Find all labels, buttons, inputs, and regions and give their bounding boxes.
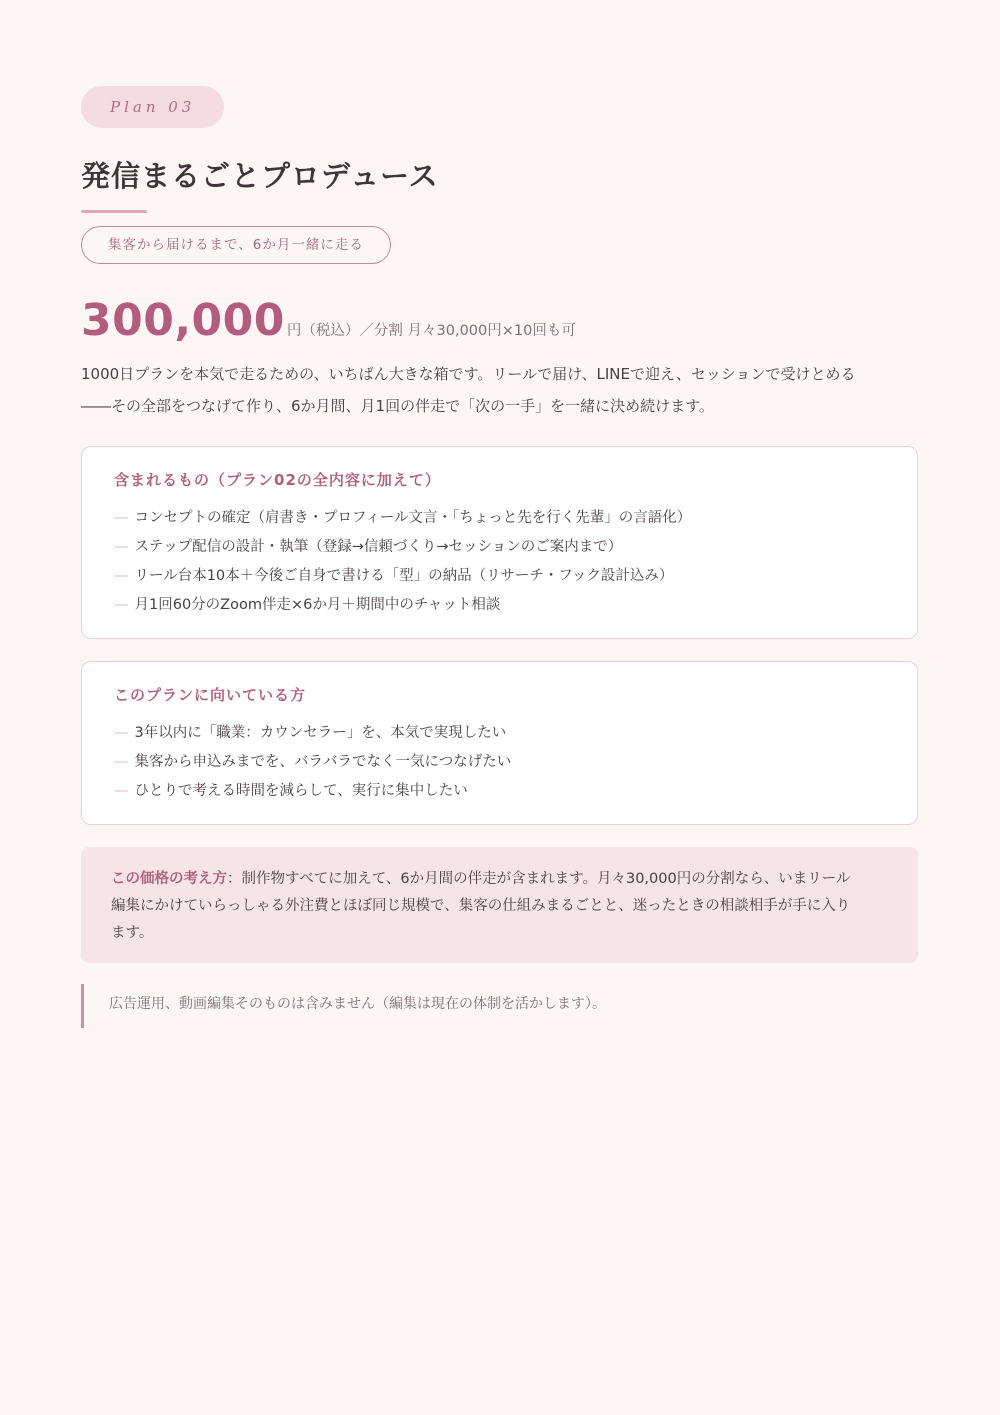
list-item-text: ひとりで考える時間を減らして、実行に集中したい [134,783,468,799]
pricing-rationale-line [111,866,888,893]
list-item-text: リール台本10本＋今後ご自身で書ける「型」の納品（リサーチ・フック設計込み） [134,568,674,584]
list-item-text: コンセプトの確定（肩書き・プロフィール文言・「ちょっと先を行く先輩」の言語化） [134,510,692,526]
included-list [114,504,885,620]
list-item-text: 集客から申込みまでを、バラバラでなく一気につなげたい [134,754,512,770]
list-item [114,533,885,562]
intro-line: ――その全部をつなげて作り、6か月間、月1回の伴走で「次の一手」を一緒に決め続けます。 [81,397,714,415]
included-title: 含まれるもの（プラン02の全内容に加えて） [114,471,441,489]
price-row [81,294,918,348]
suited-title: このプランに向いている方 [114,686,307,704]
list-item-text: ステップ配信の設計・執筆（登録→信頼づくり→セッションのご案内まで） [134,539,623,555]
list-item [114,504,885,533]
list-item-text: 3年以内に「職業：カウンセラー」を、本気で実現したい [134,725,507,741]
intro-text [81,358,918,422]
suited-list [114,719,885,806]
title-underline [81,210,147,213]
dash-icon: — [114,568,129,584]
exclusion-note: 広告運用、動画編集そのものは含みません（編集は現在の体制を活かします）。 [81,984,918,1028]
dash-icon: — [114,539,129,555]
page-title: 発信まるごとプロデュース [81,159,439,193]
dash-icon: — [114,510,129,526]
pricing-rationale-line: ます。 [111,925,154,941]
list-item [114,777,885,806]
dash-icon: — [114,725,129,741]
tagline-badge: 集客から届けるまで、6か月一緒に走る [81,226,391,264]
list-item [114,719,885,748]
pricing-rationale-label: この価格の考え方 [111,871,227,887]
list-item-text: 月1回60分のZoom伴走×6か月＋期間中のチャット相談 [134,597,501,613]
pricing-rationale-box [81,847,918,963]
suited-card [81,661,918,825]
dash-icon: — [114,754,129,770]
list-item [114,562,885,591]
list-item [114,748,885,777]
price-amount: 300,000 [81,295,285,346]
pricing-rationale-line: 編集にかけていらっしゃる外注費とほぼ同じ規模で、集客の仕組みまるごとと、迷ったときの相談相手が手に入り [111,898,851,914]
dash-icon: — [114,783,129,799]
list-item [114,591,885,620]
intro-line: 1000日プランを本気で走るための、いちばん大きな箱です。リールで届け、LINEで迎え、セッションで受けとめる [81,365,856,383]
plan-label-badge: Plan 03 [81,86,224,128]
dash-icon: — [114,597,129,613]
pricing-rationale-text: ：制作物すべてに加えて、6か月間の伴走が含まれます。月々30,000円の分割なら、いまリール [227,871,851,887]
included-card [81,446,918,639]
price-note: 円（税込）／分割 月々30,000円×10回も可 [286,323,576,339]
